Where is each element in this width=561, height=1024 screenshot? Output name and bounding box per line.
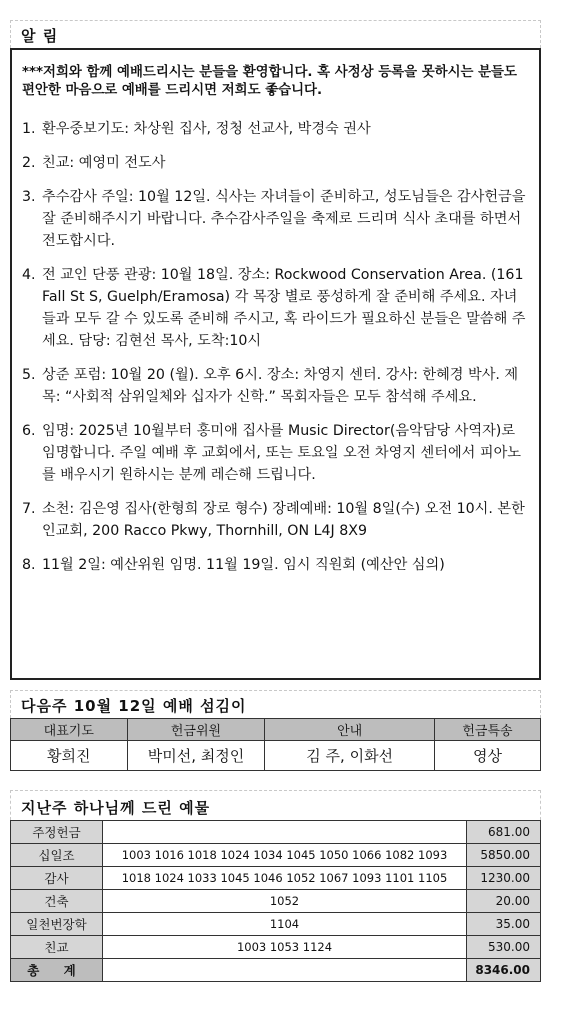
offering-names: 1104 — [103, 913, 467, 936]
duty-header-cell: 헌금특송 — [434, 719, 540, 741]
offering-amount: 681.00 — [467, 821, 541, 844]
duty-value-cell: 김 주, 이화선 — [265, 741, 435, 771]
duty-title: 다음주 10월 12일 예배 섬김이 — [10, 690, 541, 718]
offering-category: 십일조 — [11, 844, 103, 867]
notices-title: 알 림 — [10, 20, 541, 48]
notice-item-6 — [22, 420, 531, 486]
notice-number: 6. — [22, 423, 36, 439]
notice-number: 1. — [22, 121, 36, 137]
offering-names: 1003 1053 1124 — [103, 936, 467, 959]
duty-value-row — [11, 741, 541, 771]
notice-item-2 — [22, 152, 531, 174]
offering-row — [11, 867, 541, 890]
notice-item-4 — [22, 264, 531, 352]
notice-text: 상준 포럼: 10월 20 (월). 오후 6시. 장소: 차영지 센터. 강사: 한혜경 박사. 제목: “사회적 삼위일체와 십자가 신학.” 목회자들은 모두 참석해 주세요. — [42, 367, 519, 405]
notice-item-5 — [22, 364, 531, 408]
notice-text: 추수감사 주일: 10월 12일. 식사는 자녀들이 준비하고, 성도님들은 감사헌금을 잘 준비해주시기 바랍니다. 추수감사주일을 축제로 드리며 식사 초대를 하면서 전도합시다. — [42, 189, 526, 249]
offering-category: 건축 — [11, 890, 103, 913]
offering-amount: 5850.00 — [467, 844, 541, 867]
offering-row — [11, 913, 541, 936]
duty-value-cell: 황희진 — [11, 741, 128, 771]
notices-box — [10, 48, 541, 680]
offering-table — [10, 820, 541, 982]
offering-total-names — [103, 959, 467, 982]
notice-item-1 — [22, 118, 531, 140]
notice-number: 8. — [22, 557, 36, 573]
notice-text: 환우중보기도: 차상원 집사, 정청 선교사, 박경숙 권사 — [42, 121, 371, 137]
offering-row — [11, 890, 541, 913]
offering-names: 1003 1016 1018 1024 1034 1045 1050 1066 1082 1093 — [103, 844, 467, 867]
offering-total-label: 총 계 — [11, 959, 103, 982]
notice-text: 친교: 예영미 전도사 — [42, 155, 166, 171]
offering-category: 감사 — [11, 867, 103, 890]
duty-header-cell: 대표기도 — [11, 719, 128, 741]
notice-number: 4. — [22, 267, 36, 283]
offering-category: 주정헌금 — [11, 821, 103, 844]
duty-header-cell: 헌금위원 — [127, 719, 265, 741]
notice-number: 7. — [22, 501, 36, 517]
offering-names — [103, 821, 467, 844]
duty-header-cell: 안내 — [265, 719, 435, 741]
offering-names: 1018 1024 1033 1045 1046 1052 1067 1093 1101 1105 — [103, 867, 467, 890]
duty-value-cell: 박미선, 최정인 — [127, 741, 265, 771]
notice-number: 2. — [22, 155, 36, 171]
offering-row — [11, 936, 541, 959]
duty-header-row — [11, 719, 541, 741]
offering-amount: 35.00 — [467, 913, 541, 936]
offering-total-amount: 8346.00 — [467, 959, 541, 982]
notice-text: 소천: 김은영 집사(한형희 장로 형수) 장례예배: 10월 8일(수) 오전 10시. 본한인교회, 200 Racco Pkwy, Thornhill, ON L4J 8X9 — [42, 501, 525, 539]
notice-item-3 — [22, 186, 531, 252]
notice-number: 5. — [22, 367, 36, 383]
offering-names: 1052 — [103, 890, 467, 913]
offering-title: 지난주 하나님께 드린 예물 — [10, 790, 541, 820]
offering-amount: 530.00 — [467, 936, 541, 959]
duty-table — [10, 718, 541, 771]
duty-value-cell: 영상 — [434, 741, 540, 771]
notices-intro: ***저희와 함께 예배드리시는 분들을 환영합니다. 혹 사정상 등록을 못하시는 분들도 편안한 마음으로 예배를 드리시면 저희도 좋습니다. — [22, 65, 517, 98]
offering-row — [11, 821, 541, 844]
notice-number: 3. — [22, 189, 36, 205]
offering-category: 일천번장학 — [11, 913, 103, 936]
offering-category: 친교 — [11, 936, 103, 959]
offering-amount: 20.00 — [467, 890, 541, 913]
offering-amount: 1230.00 — [467, 867, 541, 890]
offering-total-row — [11, 959, 541, 982]
notice-text: 전 교인 단풍 관광: 10월 18일. 장소: Rockwood Conservation Area. (161 Fall St S, Guelph/Eramosa) 각 목장 별로 풍성하게 잘 준비해 주세요. 자녀들과 모두 갈 수 있도록 준비해 주시고, 혹 라이드가 필요하신 분들은 말씀해 주세요. 담당: 김현선 목사, 도착:10시 — [42, 267, 526, 349]
notice-text: 임명: 2025년 10월부터 홍미애 집사를 Music Director(음악담당 사역자)로 임명합니다. 주일 예배 후 교회에서, 또는 토요일 오전 차영지 센터에서 피아노를 배우시기 원하시는 분께 레슨해 드립니다. — [42, 423, 521, 483]
offering-row — [11, 844, 541, 867]
notice-item-8 — [22, 554, 531, 576]
notice-item-7 — [22, 498, 531, 542]
notice-text: 11월 2일: 예산위원 임명. 11월 19일. 임시 직원회 (예산안 심의) — [42, 557, 445, 573]
